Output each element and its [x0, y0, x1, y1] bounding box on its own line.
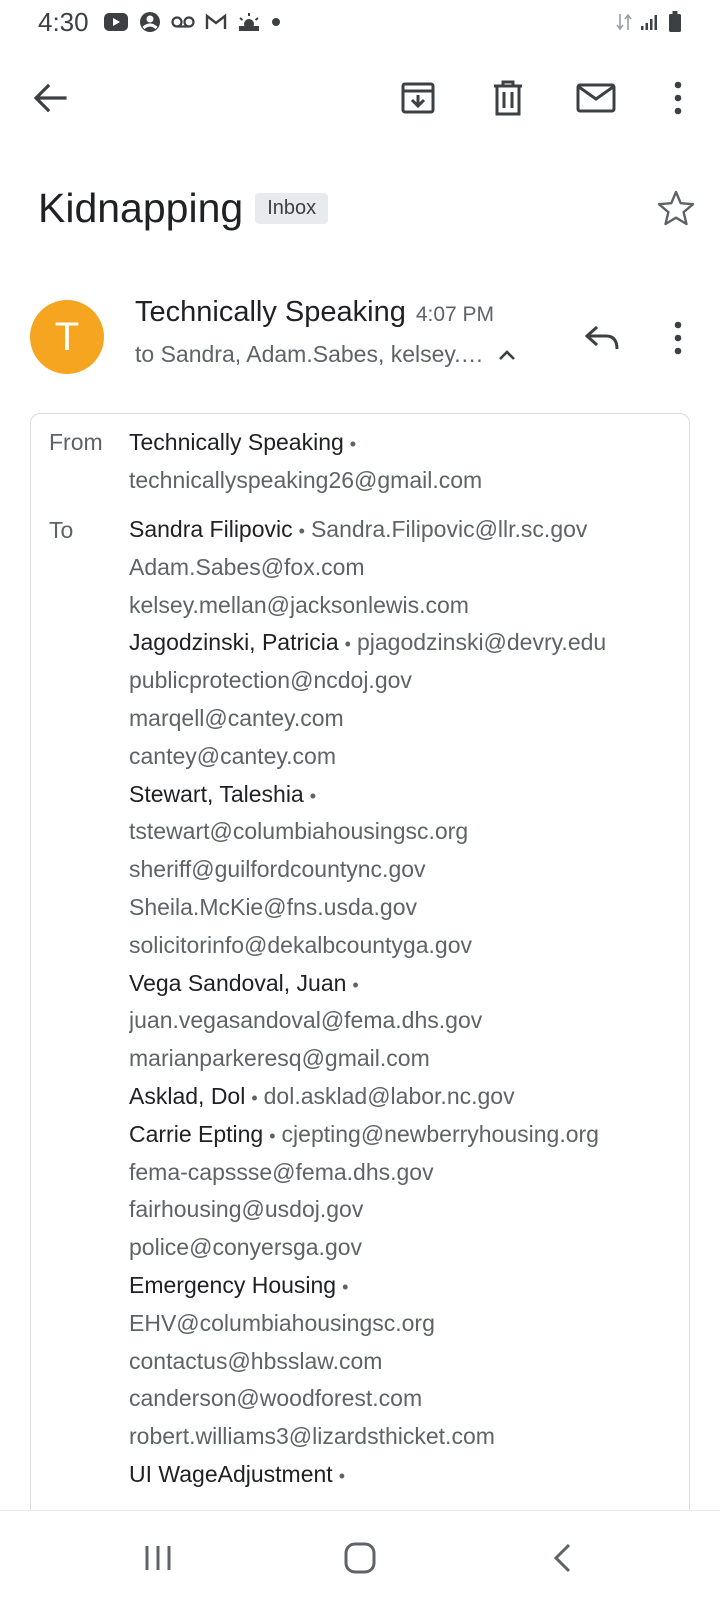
inbox-label-chip[interactable]: Inbox: [255, 193, 328, 224]
separator-dot: •: [352, 974, 359, 995]
detail-line: [129, 965, 679, 1003]
message-details-card: [30, 413, 690, 1600]
youtube-icon: [103, 11, 129, 33]
subject-row: [38, 178, 698, 238]
email-address[interactable]: juan.vegasandoval@fema.dhs.gov: [129, 1007, 483, 1034]
separator-dot: •: [251, 1087, 258, 1108]
recent-apps-button[interactable]: [128, 1533, 188, 1583]
reply-icon: [584, 324, 620, 352]
detail-line: [129, 1154, 679, 1192]
detail-line: [129, 1380, 679, 1418]
email-address[interactable]: kelsey.mellan@jacksonlewis.com: [129, 591, 469, 618]
separator-dot: •: [309, 785, 317, 806]
notification-dot-icon: [271, 11, 281, 33]
email-address[interactable]: Adam.Sabes@fox.com: [129, 553, 365, 580]
detail-line: [129, 1078, 679, 1116]
detail-line: [129, 1418, 679, 1456]
system-nav-bar: [0, 1510, 720, 1600]
archive-button[interactable]: [392, 72, 444, 124]
detail-line: [129, 1305, 679, 1343]
separator-dot: •: [342, 1276, 349, 1297]
detail-line: [129, 927, 679, 965]
detail-line: [129, 511, 679, 549]
contact-name[interactable]: Asklad, Dol: [129, 1082, 246, 1109]
detail-line: [129, 1267, 679, 1305]
recipients-summary: to Sandra, Adam.Sabes, kelsey.…: [135, 341, 484, 367]
back-button[interactable]: [24, 72, 76, 124]
sent-time: 4:07 PM: [415, 303, 495, 326]
email-address[interactable]: Sheila.McKie@fns.usda.gov: [129, 893, 417, 920]
email-address[interactable]: fairhousing@usdoj.gov: [129, 1196, 364, 1223]
separator-dot: •: [344, 634, 351, 655]
email-address[interactable]: Sandra.Filipovic@llr.sc.gov: [310, 516, 588, 542]
separator-dot: •: [338, 1465, 345, 1486]
delete-button[interactable]: [482, 72, 534, 124]
home-icon: [344, 1542, 376, 1574]
sender-name: Technically Speaking: [135, 296, 406, 328]
email-toolbar: [0, 58, 720, 138]
detail-line: [129, 776, 679, 814]
separator-dot: •: [349, 434, 357, 454]
status-left: [38, 7, 281, 38]
to-lines: [129, 511, 679, 1494]
signal-icon: [640, 11, 660, 33]
detail-line: [129, 813, 679, 851]
archive-icon: [400, 80, 436, 116]
home-button[interactable]: [330, 1533, 390, 1583]
more-options-button[interactable]: [652, 72, 704, 124]
sender-line: [135, 296, 555, 329]
email-address[interactable]: cjepting@newberryhousing.org: [281, 1120, 599, 1147]
back-arrow-icon: [33, 83, 67, 113]
detail-line: [129, 1343, 679, 1381]
detail-line: [129, 1229, 679, 1267]
more-vert-icon: [673, 321, 683, 355]
detail-line: [129, 1040, 679, 1078]
email-address[interactable]: pjagodzinski@devry.edu: [356, 629, 607, 656]
detail-line: [129, 549, 679, 587]
email-address[interactable]: publicprotection@ncdoj.gov: [129, 667, 412, 694]
recent-apps-icon: [143, 1544, 173, 1572]
email-address[interactable]: contactus@hbsslaw.com: [129, 1347, 383, 1374]
star-button[interactable]: [654, 186, 698, 230]
email-address[interactable]: cantey@cantey.com: [129, 742, 337, 769]
back-nav-button[interactable]: [532, 1533, 592, 1583]
contact-name[interactable]: Technically Speaking: [129, 429, 344, 455]
email-address[interactable]: solicitorinfo@dekalbcountyga.gov: [129, 931, 472, 958]
sender-avatar[interactable]: T: [30, 300, 104, 374]
detail-line: [129, 700, 679, 738]
message-more-button[interactable]: [654, 314, 702, 362]
email-address[interactable]: police@conyersga.gov: [129, 1234, 363, 1261]
separator-dot: •: [269, 1125, 276, 1146]
email-address[interactable]: technicallyspeaking26@gmail.com: [129, 466, 483, 493]
detail-line: [129, 889, 679, 927]
contact-name[interactable]: Jagodzinski, Patricia: [129, 629, 339, 656]
detail-line: [129, 1116, 679, 1154]
detail-line: [129, 587, 679, 625]
email-address[interactable]: marianparkeresq@gmail.com: [129, 1045, 430, 1072]
detail-line: [129, 1002, 679, 1040]
detail-line: [129, 1456, 679, 1494]
reply-button[interactable]: [578, 314, 626, 362]
email-address[interactable]: canderson@woodforest.com: [129, 1385, 423, 1412]
from-lines: [129, 424, 679, 500]
status-right: [616, 11, 682, 33]
recipients-toggle[interactable]: [135, 341, 555, 368]
contact-name[interactable]: Sandra Filipovic: [129, 516, 293, 542]
detail-line: [129, 462, 679, 500]
detail-line: [129, 624, 679, 662]
email-address[interactable]: tstewart@columbiahousingsc.org: [129, 818, 469, 845]
status-bar: [0, 0, 720, 44]
email-address[interactable]: fema-capssse@fema.dhs.gov: [129, 1158, 434, 1185]
to-label: To: [49, 517, 74, 543]
detail-line: [129, 662, 679, 700]
battery-icon: [668, 11, 682, 33]
contact-name[interactable]: UI WageAdjustment: [129, 1460, 333, 1487]
contact-name[interactable]: Carrie Epting: [129, 1120, 264, 1147]
detail-line: [129, 738, 679, 776]
star-icon: [657, 190, 695, 226]
email-address[interactable]: EHV@columbiahousingsc.org: [129, 1309, 435, 1336]
email-address[interactable]: sheriff@guilfordcountync.gov: [129, 856, 426, 883]
email-address[interactable]: marqell@cantey.com: [129, 704, 344, 731]
more-vert-icon: [673, 81, 683, 115]
from-label: From: [49, 429, 103, 455]
chevron-up-icon: [498, 349, 516, 361]
contact-name[interactable]: Stewart, Taleshia: [129, 780, 304, 807]
sender-block: [135, 296, 555, 368]
data-transfer-icon: [616, 11, 632, 33]
contact-name[interactable]: Emergency Housing: [129, 1271, 337, 1298]
account-circle-icon: [139, 11, 161, 33]
detail-line: [129, 424, 679, 462]
detail-line: [129, 1191, 679, 1229]
email-address[interactable]: dol.asklad@labor.nc.gov: [263, 1082, 515, 1109]
status-time: 4:30: [38, 6, 89, 37]
email-address[interactable]: robert.williams3@lizardsthicket.com: [129, 1423, 495, 1450]
gmail-icon: [205, 11, 227, 33]
separator-dot: •: [298, 521, 305, 541]
contact-name[interactable]: Vega Sandoval, Juan: [129, 969, 347, 996]
back-nav-icon: [552, 1542, 572, 1574]
delete-icon: [492, 80, 524, 116]
mark-unread-button[interactable]: [570, 72, 622, 124]
email-subject: Kidnapping: [38, 184, 244, 231]
detail-line: [129, 851, 679, 889]
weather-icon: [237, 11, 261, 33]
mark-unread-icon: [576, 83, 616, 113]
voicemail-icon: [171, 11, 195, 33]
